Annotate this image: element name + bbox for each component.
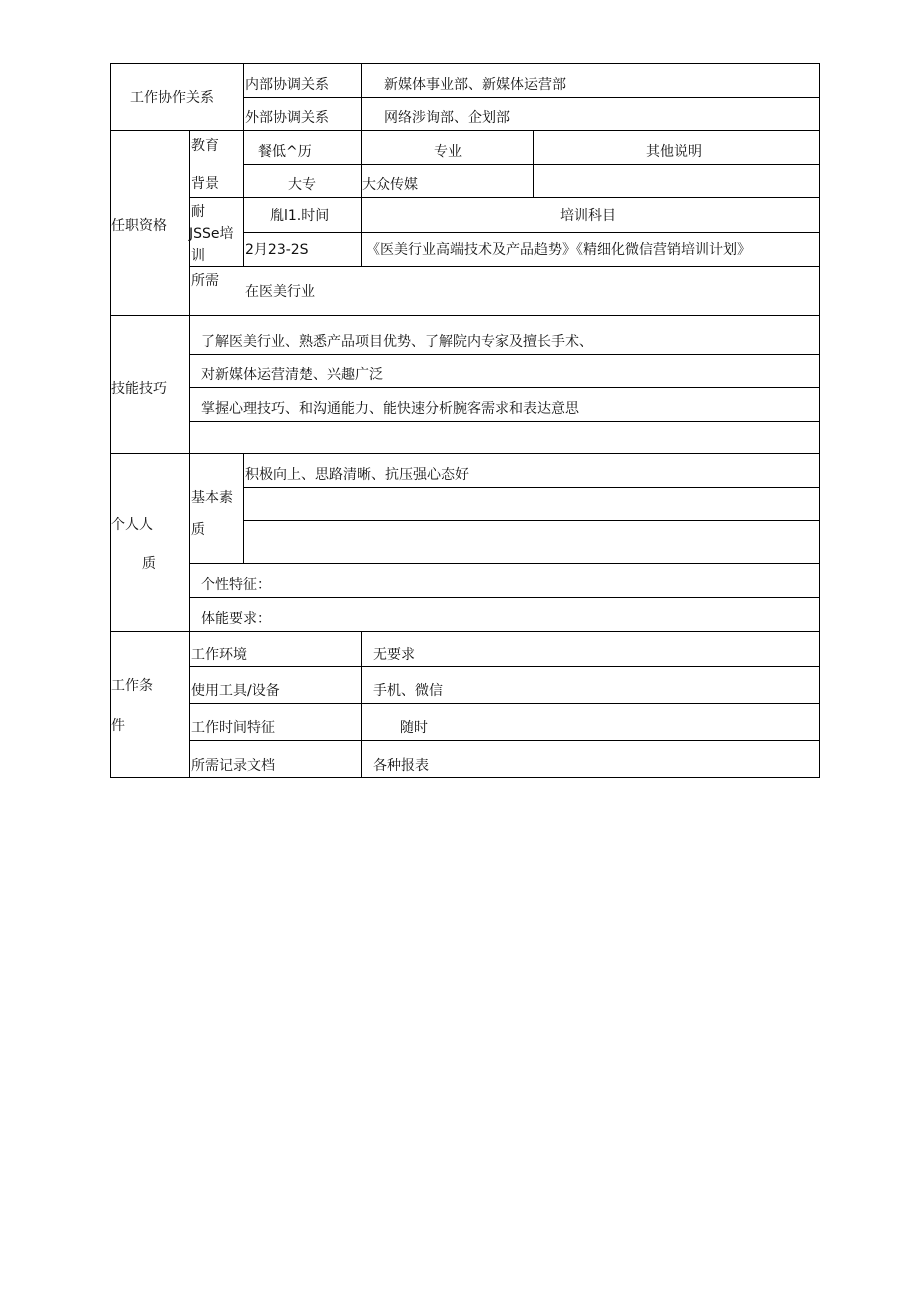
work-conditions-label-line2: 件: [111, 718, 125, 734]
section-divider: [110, 130, 820, 131]
skill-item: 对新媒体运营清楚、兴趣广泛: [201, 367, 383, 383]
section-divider: [110, 631, 820, 632]
external-relations-label: 外部协调关系: [245, 110, 329, 126]
work-relations-label: 工作协作关系: [130, 90, 214, 106]
training-label-line3: 训: [191, 248, 205, 264]
section-divider: [110, 315, 820, 316]
personal-qualities-label-line1: 个人人: [111, 517, 153, 533]
training-label-line2: JSSe培: [189, 226, 234, 242]
training-label-line1: 耐: [191, 204, 205, 220]
requirement-label: 所需: [191, 273, 219, 289]
skill-item: 掌握心理技巧、和沟通能力、能快速分析腕客需求和表达意思: [201, 401, 579, 417]
section-divider: [110, 453, 820, 454]
internal-relations-label: 内部协调关系: [245, 77, 329, 93]
personal-qualities-label-line2: 质: [142, 556, 156, 572]
qualifications-label: 任职资格: [111, 218, 167, 234]
training-time-value: 2月23-2S: [245, 242, 309, 258]
external-relations-value: 网络涉询部、企划部: [384, 110, 510, 126]
other-notes-column-header: 其他说明: [646, 144, 702, 160]
training-time-header: 胤l1.时间: [270, 208, 330, 224]
basic-quality-value: 积极向上、思路清晰、抗压强心态好: [245, 467, 469, 483]
condition-row-label: 工作环境: [191, 647, 247, 663]
degree-column-header: 餐低^历: [258, 144, 312, 160]
physical-requirement-label: 体能要求：: [201, 611, 271, 627]
training-subjects-value: 《医美行业高端技术及产品趋势》《精细化微信营销培训计划》: [366, 242, 751, 258]
education-label-line1: 教育: [191, 138, 219, 154]
condition-row-label: 使用工具/设备: [191, 683, 280, 699]
condition-row-value: 手机、微信: [373, 683, 443, 699]
basic-quality-label-line2: 质: [191, 522, 205, 538]
work-conditions-label-line1: 工作条: [111, 678, 153, 694]
personality-label: 个性特征：: [201, 577, 271, 593]
condition-row-value: 无要求: [373, 647, 415, 663]
degree-value: 大专: [288, 177, 316, 193]
internal-relations-value: 新媒体事业部、新媒体运营部: [384, 77, 566, 93]
major-value: 大众传媒: [362, 177, 418, 193]
major-column-header: 专业: [434, 144, 462, 160]
education-label-line2: 背景: [191, 176, 219, 192]
training-subject-header: 培训科目: [560, 208, 616, 224]
skills-label: 技能技巧: [111, 381, 167, 397]
requirement-value: 在医美行业: [245, 284, 315, 300]
skill-item: 了解医美行业、熟悉产品项目优势、了解院内专家及擅长手术、: [201, 334, 593, 350]
condition-row-value: 各种报表: [373, 758, 429, 774]
condition-row-value: 随时: [400, 720, 428, 736]
basic-quality-label-line1: 基本素: [191, 490, 233, 506]
condition-row-label: 所需记录文档: [191, 758, 275, 774]
condition-row-label: 工作时间特征: [191, 720, 275, 736]
